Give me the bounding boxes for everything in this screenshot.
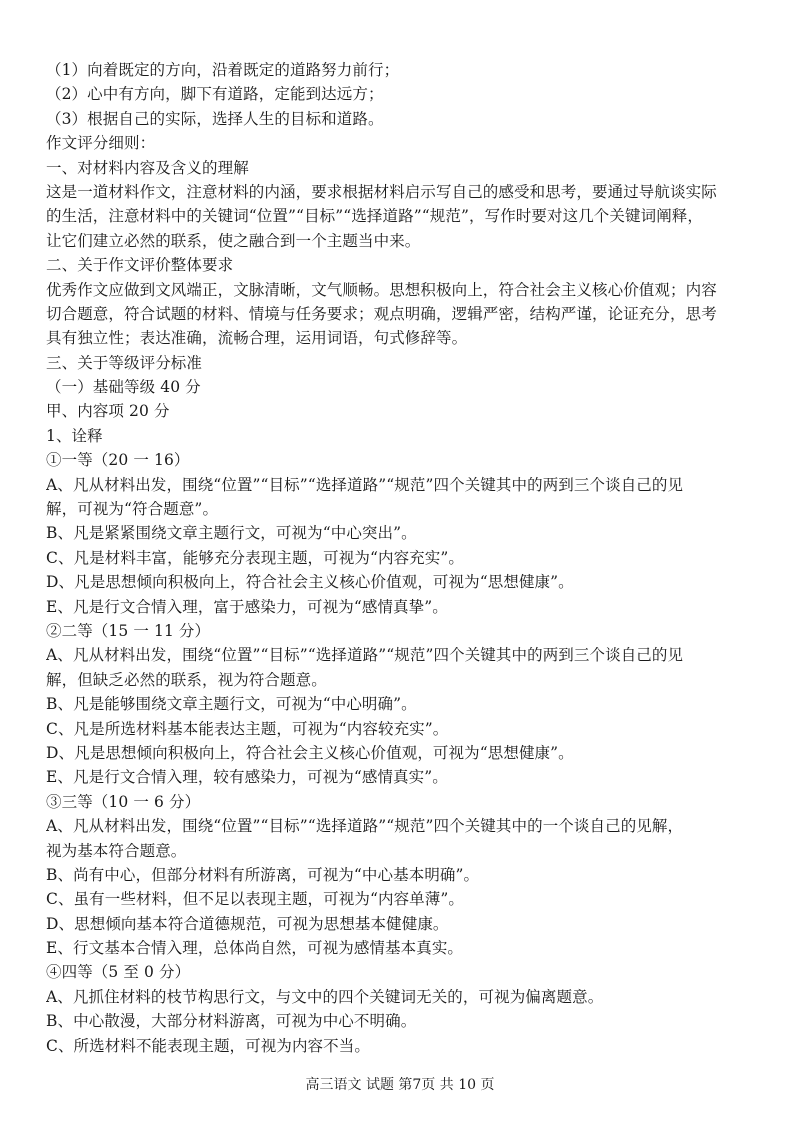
text-line: C、凡是材料丰富，能够充分表现主题，可视为“内容充实”。	[46, 548, 465, 567]
grade-heading: ①一等（20 一 16）	[46, 451, 190, 470]
text-line: 让它们建立必然的联系，使之融合到一个主题当中来。	[46, 231, 421, 250]
section-heading: 二、关于作文评价整体要求	[46, 256, 234, 275]
text-line: 切合题意，符合试题的材料、情境与任务要求；观点明确，逻辑严密，结构严谨，论证充分，思考	[46, 304, 717, 323]
text-line: 优秀作文应做到文风端正，文脉清晰，文气顺畅。思想积极向上，符合社会主义核心价值观；内容	[46, 280, 717, 299]
text-line: 解，但缺乏必然的联系，视为符合题意。	[46, 670, 327, 689]
text-line: A、凡从材料出发，围绕“位置”“目标”“选择道路”“规范”四个关键其中的一个谈自己的见解，	[46, 817, 684, 836]
text-line: E、凡是行文合情入理，较有感染力，可视为“感情真实”。	[46, 768, 448, 787]
text-line: （1）向着既定的方向，沿着既定的道路努力前行；	[46, 61, 400, 79]
grade-heading: ④四等（5 至 0 分）	[46, 963, 191, 982]
text-line: A、凡从材料出发，围绕“位置”“目标”“选择道路”“规范”四个关键其中的两到三个谈自己的见	[46, 475, 684, 494]
text-line: B、凡是能够围绕文章主题行文，可视为“中心明确”。	[46, 695, 417, 714]
text-line: C、所选材料不能表现主题，可视为内容不当。	[46, 1036, 370, 1055]
page-footer: 高三语文 试题 第7页 共 10 页	[305, 1077, 495, 1093]
text-line: E、凡是行文合情入理，富于感染力，可视为“感情真挚”。	[46, 597, 448, 616]
text-line: D、凡是思想倾向积极向上，符合社会主义核心价值观，可视为“思想健康”。	[46, 573, 574, 592]
text-line: （2）心中有方向，脚下有道路，定能到达远方；	[46, 85, 384, 104]
section-heading: 作文评分细则：	[46, 134, 156, 153]
text-line: A、凡从材料出发，围绕“位置”“目标”“选择道路”“规范”四个关键其中的两到三个谈自己的见	[46, 646, 684, 665]
text-line: B、凡是紧紧围绕文章主题行文，可视为“中心突出”。	[46, 524, 417, 543]
text-line: D、思想倾向基本符合道德规范，可视为思想基本健健康。	[46, 914, 449, 933]
section-heading: 一、对材料内容及含义的理解	[46, 158, 249, 177]
text-line: 解，可视为“符合题意”。	[46, 500, 219, 519]
text-line: A、凡抓住材料的枝节构思行文，与文中的四个关键词无关的，可视为偏离题意。	[46, 987, 604, 1006]
text-line: D、凡是思想倾向积极向上，符合社会主义核心价值观，可视为“思想健康”。	[46, 743, 574, 762]
subsection-heading: （一）基础等级 40 分	[46, 378, 201, 397]
text-line: B、尚有中心，但部分材料有所游离，可视为“中心基本明确”。	[46, 865, 480, 884]
text-line: 视为基本符合题意。	[46, 841, 187, 860]
text-line: C、虽有一些材料，但不足以表现主题，可视为“内容单薄”。	[46, 890, 465, 909]
text-line: 这是一道材料作文，注意材料的内涵，要求根据材料启示写自己的感受和思考，要通过导航谈实际	[46, 182, 717, 201]
text-line: 具有独立性；表达准确，流畅合理，运用词语，句式修辞等。	[46, 329, 468, 348]
text-line: 的生活，注意材料中的关键词“位置”“目标”“选择道路”“规范”，写作时要对这几个关键词阐释，	[46, 207, 703, 226]
section-heading: 三、关于等级评分标准	[46, 353, 203, 372]
subsection-heading: 1、诠释	[46, 426, 103, 445]
text-line: C、凡是所选材料基本能表达主题，可视为“内容较充实”。	[46, 719, 449, 738]
text-line: E、行文基本合情入理，总体尚自然，可视为感情基本真实。	[46, 939, 464, 958]
text-line: B、中心散漫，大部分材料游离，可视为中心不明确。	[46, 1012, 417, 1031]
document-body	[46, 58, 758, 1058]
text-line: （3）根据自己的实际，选择人生的目标和道路。	[46, 109, 384, 128]
grade-heading: ③三等（10 一 6 分）	[46, 792, 201, 811]
grade-heading: ②二等（15 一 11 分）	[46, 621, 211, 640]
subsection-heading: 甲、内容项 20 分	[46, 402, 170, 421]
